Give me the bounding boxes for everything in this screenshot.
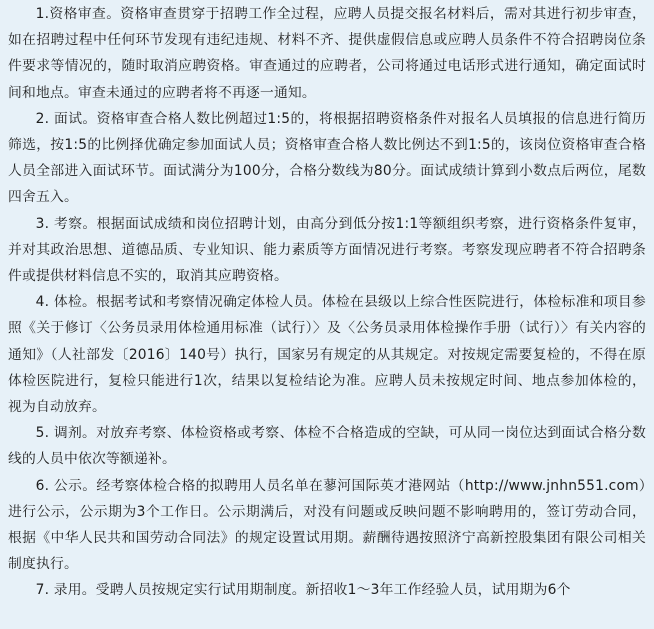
paragraph-interview: 2. 面试。资格审查合格人数比例超过1:5的，将根据招聘资格条件对报名人员填报的信息进行简历筛选，按1:5的比例择优确定参加面试人员；资格审查合格人数比例达不到1:5的，该岗位资格审查合格人员全部进入面试环节。面试满分为100分，合格分数线为80分。面试成绩计算到小数点后两位，尾数四舍五入。 — [8, 110, 646, 206]
paragraph-qualification-review: 1.资格审查。资格审查贯穿于招聘工作全过程，应聘人员提交报名材料后，需对其进行初步审查，如在招聘过程中任何环节发现有违纪违规、材料不齐、提供虚假信息或应聘人员条件不符合招聘岗位条件要求等情况的，随时取消应聘资格。审查通过的应聘者，公司将通过电话形式进行通知，确定面试时间和地点。审查未通过的应聘者将不再逐一通知。 — [8, 6, 646, 101]
paragraph-inspection: 3. 考察。根据面试成绩和岗位招聘计划，由高分到低分按1:1等额组织考察，进行资格条件复审，并对其政治思想、道德品质、专业知识、能力素质等方面情况进行考察。考察发现应聘者不符合招聘条件或提供材料信息不实的，取消其应聘资格。 — [8, 215, 646, 285]
paragraph-adjustment: 5. 调剂。对放弃考察、体检资格或考察、体检不合格造成的空缺，可从同一岗位达到面试合格分数线的人员中依次等额递补。 — [8, 425, 646, 468]
paragraph-physical-exam: 4. 体检。根据考试和考察情况确定体检人员。体检在县级以上综合性医院进行，体检标准和项目参照《关于修订〈公务员录用体检通用标准（试行）〉及〈公务员录用体检操作手册（试行）〉有关内容的通知》（人社部发〔2016〕140号）执行，国家另有规定的从其规定。对按规定需要复检的，不得在原体检医院进行，复检只能进行1次，结果以复检结论为准。应聘人员未按规定时间、地点参加体检的，视为自动放弃。 — [8, 294, 646, 416]
paragraph-publicity: 6. 公示。经考察体检合格的拟聘用人员名单在蓼河国际英才港网站（http://www.jnhn551.com）进行公示，公示期为3个工作日。公示期满后，对没有问题或反映问题不影响聘用的，签订劳动合同，根据《中华人民共和国劳动合同法》的规定设置试用期。薪酬待遇按照济宁高新控股集团有限公司相关制度执行。 — [8, 477, 646, 573]
paragraph-employment: 7. 录用。受聘人员按规定实行试用期制度。新招收1～3年工作经验人员，试用期为6个 — [35, 582, 571, 599]
